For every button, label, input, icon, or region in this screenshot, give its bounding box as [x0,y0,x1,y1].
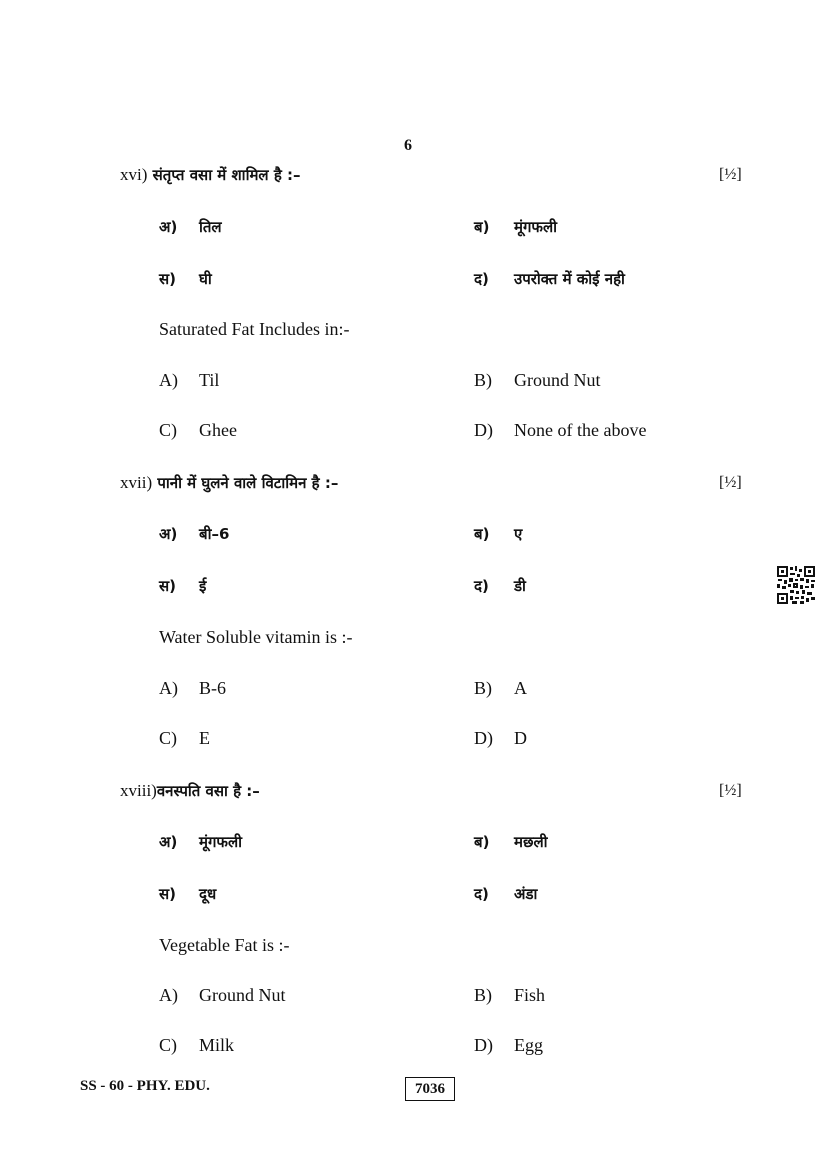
q17-english-option-d: D [514,728,527,748]
q16-hindi-option-c: घी [199,270,212,288]
q16-english-option-c: Ghee [199,420,237,440]
question-17-number: xvii) [120,473,153,492]
q18-english-option-c: Milk [199,1035,235,1055]
q17-hindi-option-d-key: द) [474,577,489,595]
q17-english-option-c-key: C) [159,728,177,748]
q16-english-option-a: Til [199,370,220,390]
q17-hindi-option-b-key: ब) [474,525,490,543]
q18-english-option-a-key: A) [159,985,178,1005]
q18-hindi-option-c-key: स) [159,885,176,903]
q17-hindi-option-d: डी [514,577,526,595]
q16-english-option-d-key: D) [474,420,493,440]
q17-hindi-option-c-key: स) [159,577,176,595]
question-17-hindi-text: पानी में घुलने वाले विटामिन है :– [157,474,339,492]
q16-hindi-option-b: मूंगफली [514,218,558,236]
question-17-hindi [120,473,338,493]
q17-english-option-a: B-6 [199,678,226,698]
question-16-number: xvi) [120,165,148,184]
q17-hindi-option-a-key: अ) [159,525,178,543]
q16-hindi-option-a-key: अ) [159,218,178,236]
q18-english-option-b-key: B) [474,985,492,1005]
q18-english-option-b: Fish [514,985,546,1005]
question-16-marks: [½] [719,166,742,183]
q16-english-option-a-key: A) [159,370,178,390]
q18-english-option-c-key: C) [159,1035,177,1055]
q16-hindi-option-b-key: ब) [474,218,490,236]
q16-english-option-c-key: C) [159,420,177,440]
q18-hindi-option-d-key: द) [474,885,489,903]
q17-english-option-b-key: B) [474,678,492,698]
q17-hindi-option-a: बी–6 [199,525,230,543]
question-17-english: Water Soluble vitamin is :- [159,627,353,647]
q16-hindi-option-d: उपरोक्त में कोई नही [514,270,625,288]
question-18-hindi-text: वनस्पति वसा है :– [156,782,260,800]
question-18-marks: [½] [719,782,742,799]
question-18-hindi [120,781,260,801]
q16-hindi-option-a: तिल [199,218,222,236]
q16-hindi-option-c-key: स) [159,270,176,288]
q17-hindi-option-b: ए [514,525,523,543]
q17-english-option-d-key: D) [474,728,493,748]
q18-english-option-d-key: D) [474,1035,493,1055]
q17-english-option-c: E [199,728,210,748]
question-16-hindi [120,165,301,185]
q17-hindi-option-c: ई [199,577,207,595]
q16-english-option-d: None of the above [514,420,647,440]
q17-english-option-a-key: A) [159,678,178,698]
q18-hindi-option-d: अंडा [514,885,538,903]
footer-serial-box: 7036 [405,1077,455,1101]
q16-english-option-b-key: B) [474,370,492,390]
q16-english-option-b: Ground Nut [514,370,601,390]
question-18-english: Vegetable Fat is :- [159,935,290,955]
q18-hindi-option-b: मछली [514,833,548,851]
q18-english-option-a: Ground Nut [199,985,286,1005]
question-18-number: xviii) [120,781,157,800]
q16-hindi-option-d-key: द) [474,270,489,288]
question-16-hindi-text: संतृप्त वसा में शामिल है :– [152,166,301,184]
qr-code-icon [776,565,816,605]
question-16-english: Saturated Fat Includes in:- [159,319,350,339]
page-number: 6 [404,137,412,154]
q18-hindi-option-b-key: ब) [474,833,490,851]
q17-english-option-b: A [514,678,527,698]
q18-hindi-option-a: मूंगफली [199,833,243,851]
footer-paper-code: SS - 60 - PHY. EDU. [80,1078,210,1094]
q18-english-option-d: Egg [514,1035,543,1055]
q18-hindi-option-c: दूध [199,885,217,903]
q18-hindi-option-a-key: अ) [159,833,178,851]
question-17-marks: [½] [719,474,742,491]
